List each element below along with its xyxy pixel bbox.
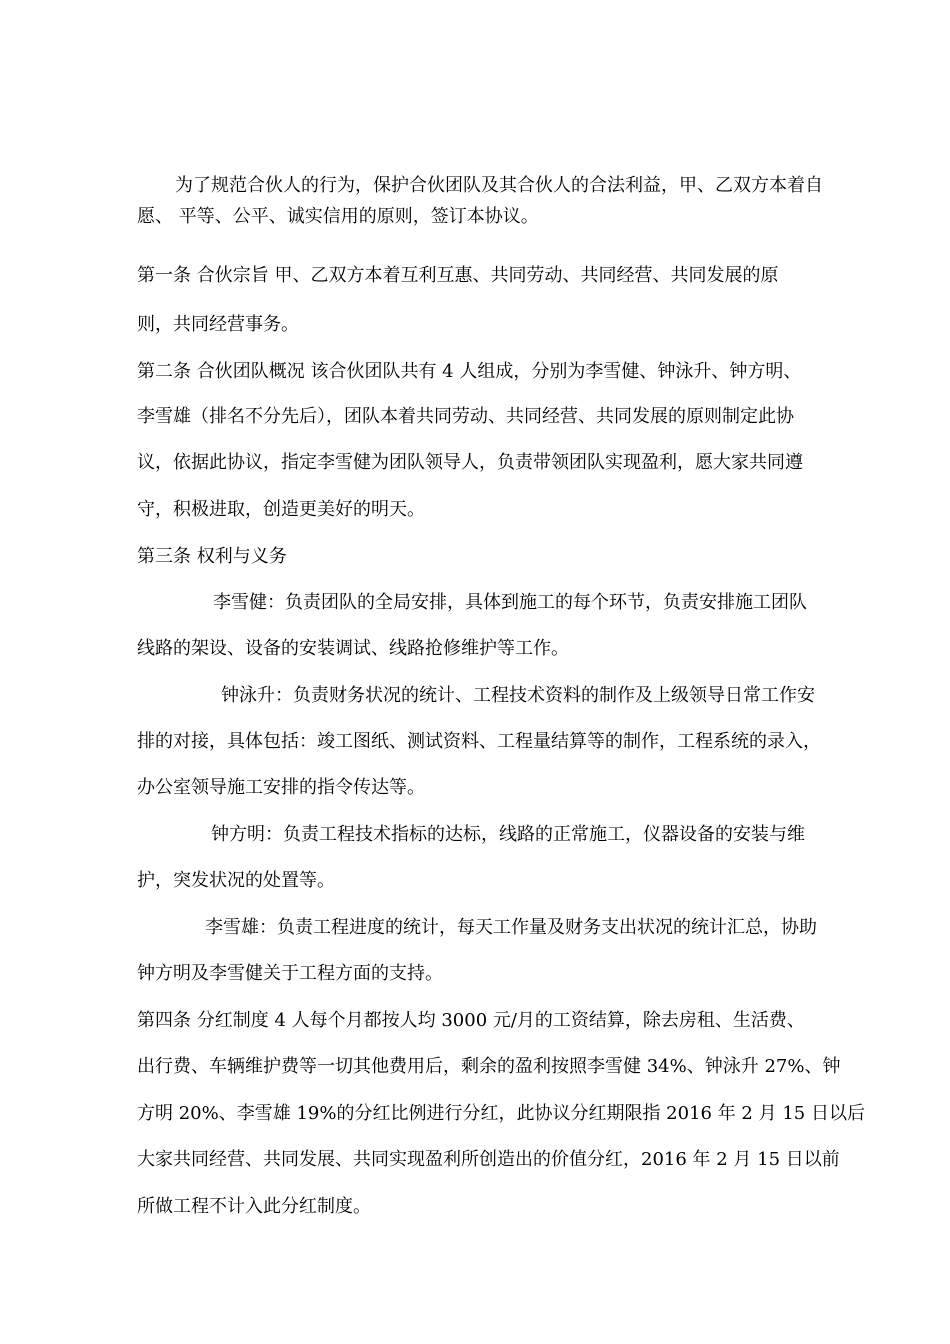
duty-zhong-yongsheng-line: 钟泳升：负责财务状况的统计、工程技术资料的制作及上级领导日常工作安 xyxy=(221,685,815,706)
intro-line: 愿、 平等、公平、诚实信用的原则，签订本协议。 xyxy=(137,206,539,227)
duty-li-xuejian-line: 李雪健：负责团队的全局安排，具体到施工的每个环节，负责安排施工团队 xyxy=(213,592,807,613)
article-4-line: 出行费、车辆维护费等一切其他费用后，剩余的盈利按照李雪健 34%、钟泳升 27%、钟 xyxy=(137,1056,841,1077)
article-4-line: 所做工程不计入此分红制度。 xyxy=(137,1196,371,1217)
article-2-line: 议，依据此协议，指定李雪健为团队领导人，负责带领团队实现盈利，愿大家共同遵 xyxy=(137,452,803,473)
article-2-line: 守，积极进取，创造更美好的明天。 xyxy=(137,499,425,520)
duty-li-xuexiong-line: 李雪雄：负责工程进度的统计，每天工作量及财务支出状况的统计汇总，协助 xyxy=(205,917,817,938)
article-3-title: 第三条 权利与义务 xyxy=(137,546,287,567)
duty-li-xuejian-line: 线路的架设、设备的安装调试、线路抢修维护等工作。 xyxy=(137,638,569,659)
duty-zhong-yongsheng-line: 排的对接，具体包括：竣工图纸、测试资料、工程量结算等的制作，工程系统的录入， xyxy=(137,731,821,752)
article-2-line: 李雪雄（排名不分先后），团队本着共同劳动、共同经营、共同发展的原则制定此协 xyxy=(137,406,794,427)
duty-zhong-yongsheng-line: 办公室领导施工安排的指令传达等。 xyxy=(137,777,425,798)
duty-zhong-fangming-line: 护，突发状况的处置等。 xyxy=(137,870,335,891)
article-1-line: 第一条 合伙宗旨 甲、乙双方本着互利互惠、共同劳动、共同经营、共同发展的原 xyxy=(137,265,779,286)
article-4-line: 方明 20%、李雪雄 19%的分红比例进行分红，此协议分红期限指 2016 年 2 月 15 日以后 xyxy=(137,1103,865,1124)
article-1-line: 则，共同经营事务。 xyxy=(137,314,299,335)
duty-li-xuexiong-line: 钟方明及李雪健关于工程方面的支持。 xyxy=(137,963,443,984)
article-2-line: 第二条 合伙团队概况 该合伙团队共有 4 人组成，分别为李雪健、钟泳升、钟方明、 xyxy=(137,361,802,382)
article-4-line: 大家共同经营、共同发展、共同实现盈利所创造出的价值分红，2016 年 2 月 15 日以前 xyxy=(137,1149,840,1170)
article-4-line: 第四条 分红制度 4 人每个月都按人均 3000 元/月的工资结算，除去房租、生活费、 xyxy=(137,1010,805,1031)
duty-zhong-fangming-line: 钟方明：负责工程技术指标的达标，线路的正常施工，仪器设备的安装与维 xyxy=(211,824,805,845)
intro-line: 为了规范合伙人的行为，保护合伙团队及其合伙人的合法利益，甲、乙双方本着自 xyxy=(175,175,823,196)
